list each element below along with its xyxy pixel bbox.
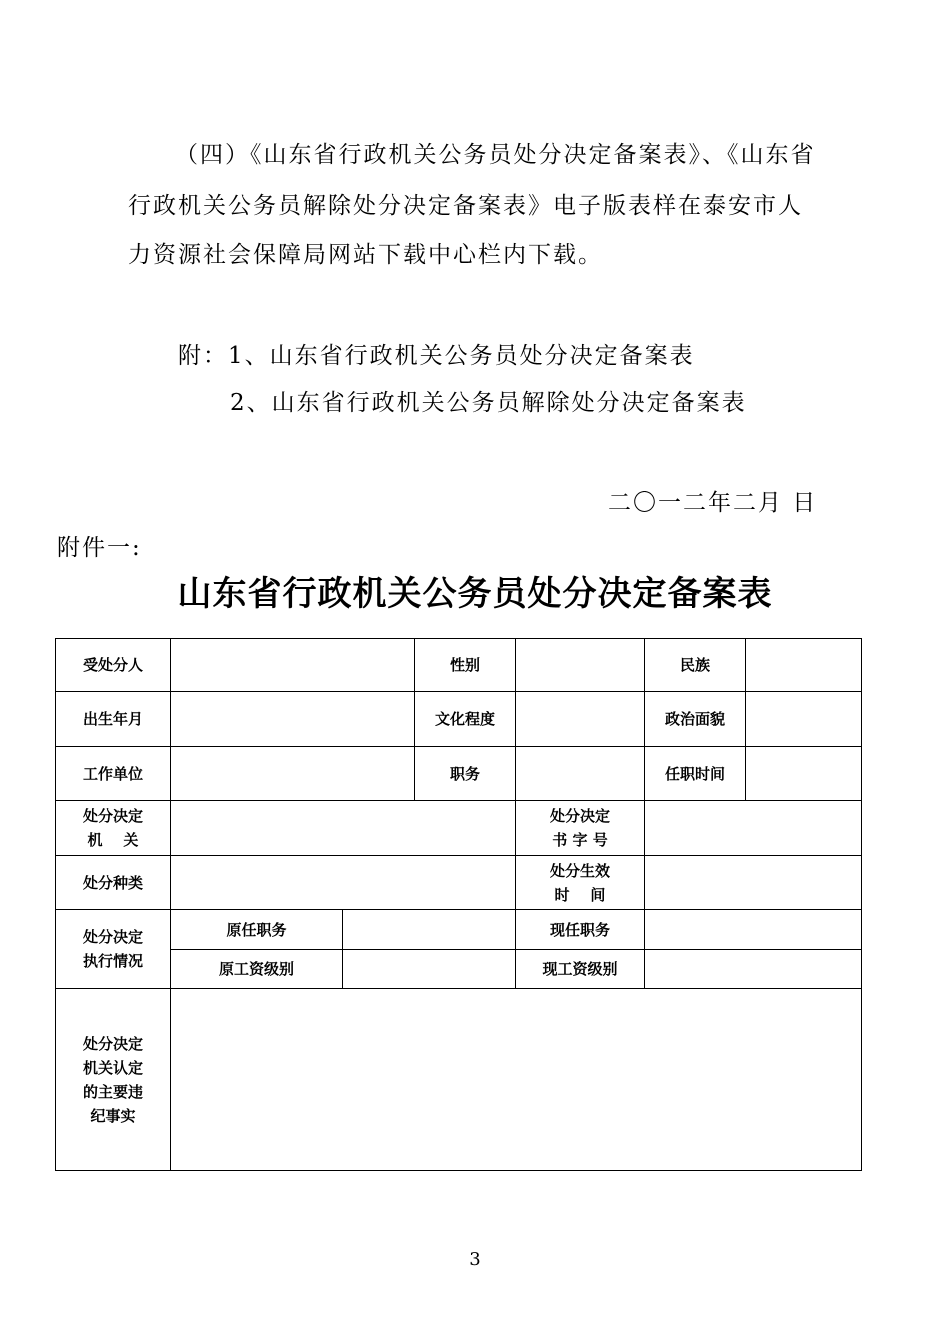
field-ethnicity[interactable] (746, 639, 862, 692)
label-facts-line-2: 机关认定 (82, 1058, 143, 1077)
table-row (56, 910, 862, 950)
table-row (56, 801, 862, 856)
label-effective-line-2: 时 间 (554, 885, 606, 904)
label-decision-no-line-2: 书 字 号 (552, 831, 608, 849)
label-person: 受处分人 (56, 639, 171, 692)
page-number: 3 (469, 1249, 481, 1270)
table-row (56, 989, 862, 1171)
label-exec-line-1: 处分决定 (82, 928, 143, 946)
label-gender: 性别 (415, 639, 516, 692)
label-orig-position: 原任职务 (171, 910, 343, 950)
paragraph-line-3: 力资源社会保障局网站下载中心栏内下载。 (128, 242, 603, 268)
field-orig-salary[interactable] (343, 950, 516, 989)
label-ethnicity: 民族 (645, 639, 746, 692)
paragraph-line-1: （四）《山东省行政机关公务员处分决定备案表》、《山东省 (175, 142, 816, 168)
field-decision-no[interactable] (645, 801, 862, 856)
label-birth: 出生年月 (56, 692, 171, 747)
table-row (56, 692, 862, 747)
label-workplace: 工作单位 (56, 747, 171, 801)
field-person[interactable] (171, 639, 415, 692)
label-tenure: 任职时间 (645, 747, 746, 801)
label-type: 处分种类 (56, 856, 171, 910)
label-orig-salary: 原工资级别 (171, 950, 343, 989)
label-exec (56, 910, 171, 989)
field-political[interactable] (746, 692, 862, 747)
label-decision-org-line-1: 处分决定 (82, 807, 143, 825)
label-curr-position: 现任职务 (516, 910, 645, 950)
field-orig-position[interactable] (343, 910, 516, 950)
field-birth[interactable] (171, 692, 415, 747)
label-decision-no-line-1: 处分决定 (549, 807, 610, 825)
label-facts-line-4: 纪事实 (90, 1106, 136, 1125)
field-type[interactable] (171, 856, 516, 910)
field-curr-salary[interactable] (645, 950, 862, 989)
annex-label: 附件一: (57, 535, 142, 561)
field-effective[interactable] (645, 856, 862, 910)
label-decision-org (56, 801, 171, 856)
attachment-line-2: 2、山东省行政机关公务员解除处分决定备案表 (230, 390, 747, 416)
form-title: 山东省行政机关公务员处分决定备案表 (177, 574, 773, 614)
label-position: 职务 (415, 747, 516, 801)
label-effective (516, 856, 645, 910)
label-effective-line-1: 处分生效 (549, 861, 610, 880)
label-facts (56, 989, 171, 1171)
filing-form-table (55, 638, 862, 1171)
label-political: 政治面貌 (645, 692, 746, 747)
label-facts-line-1: 处分决定 (82, 1034, 143, 1053)
table-row (56, 950, 862, 989)
field-education[interactable] (516, 692, 645, 747)
attachment-line-1: 附：1、山东省行政机关公务员处分决定备案表 (178, 343, 695, 369)
field-position[interactable] (516, 747, 645, 801)
table-row (56, 747, 862, 801)
paragraph-line-2: 行政机关公务员解除处分决定备案表》电子版表样在泰安市人 (128, 193, 803, 219)
label-decision-no (516, 801, 645, 856)
field-curr-position[interactable] (645, 910, 862, 950)
field-tenure[interactable] (746, 747, 862, 801)
field-gender[interactable] (516, 639, 645, 692)
field-decision-org[interactable] (171, 801, 516, 856)
document-date: 二〇一二年二月 日 (608, 490, 818, 516)
table-row (56, 856, 862, 910)
table-row (56, 639, 862, 692)
label-exec-line-2: 执行情况 (82, 952, 143, 970)
label-decision-org-line-2: 机 关 (87, 831, 139, 849)
field-workplace[interactable] (171, 747, 415, 801)
label-facts-line-3: 的主要违 (82, 1082, 143, 1101)
field-facts[interactable] (171, 989, 862, 1171)
label-curr-salary: 现工资级别 (516, 950, 645, 989)
label-education: 文化程度 (415, 692, 516, 747)
